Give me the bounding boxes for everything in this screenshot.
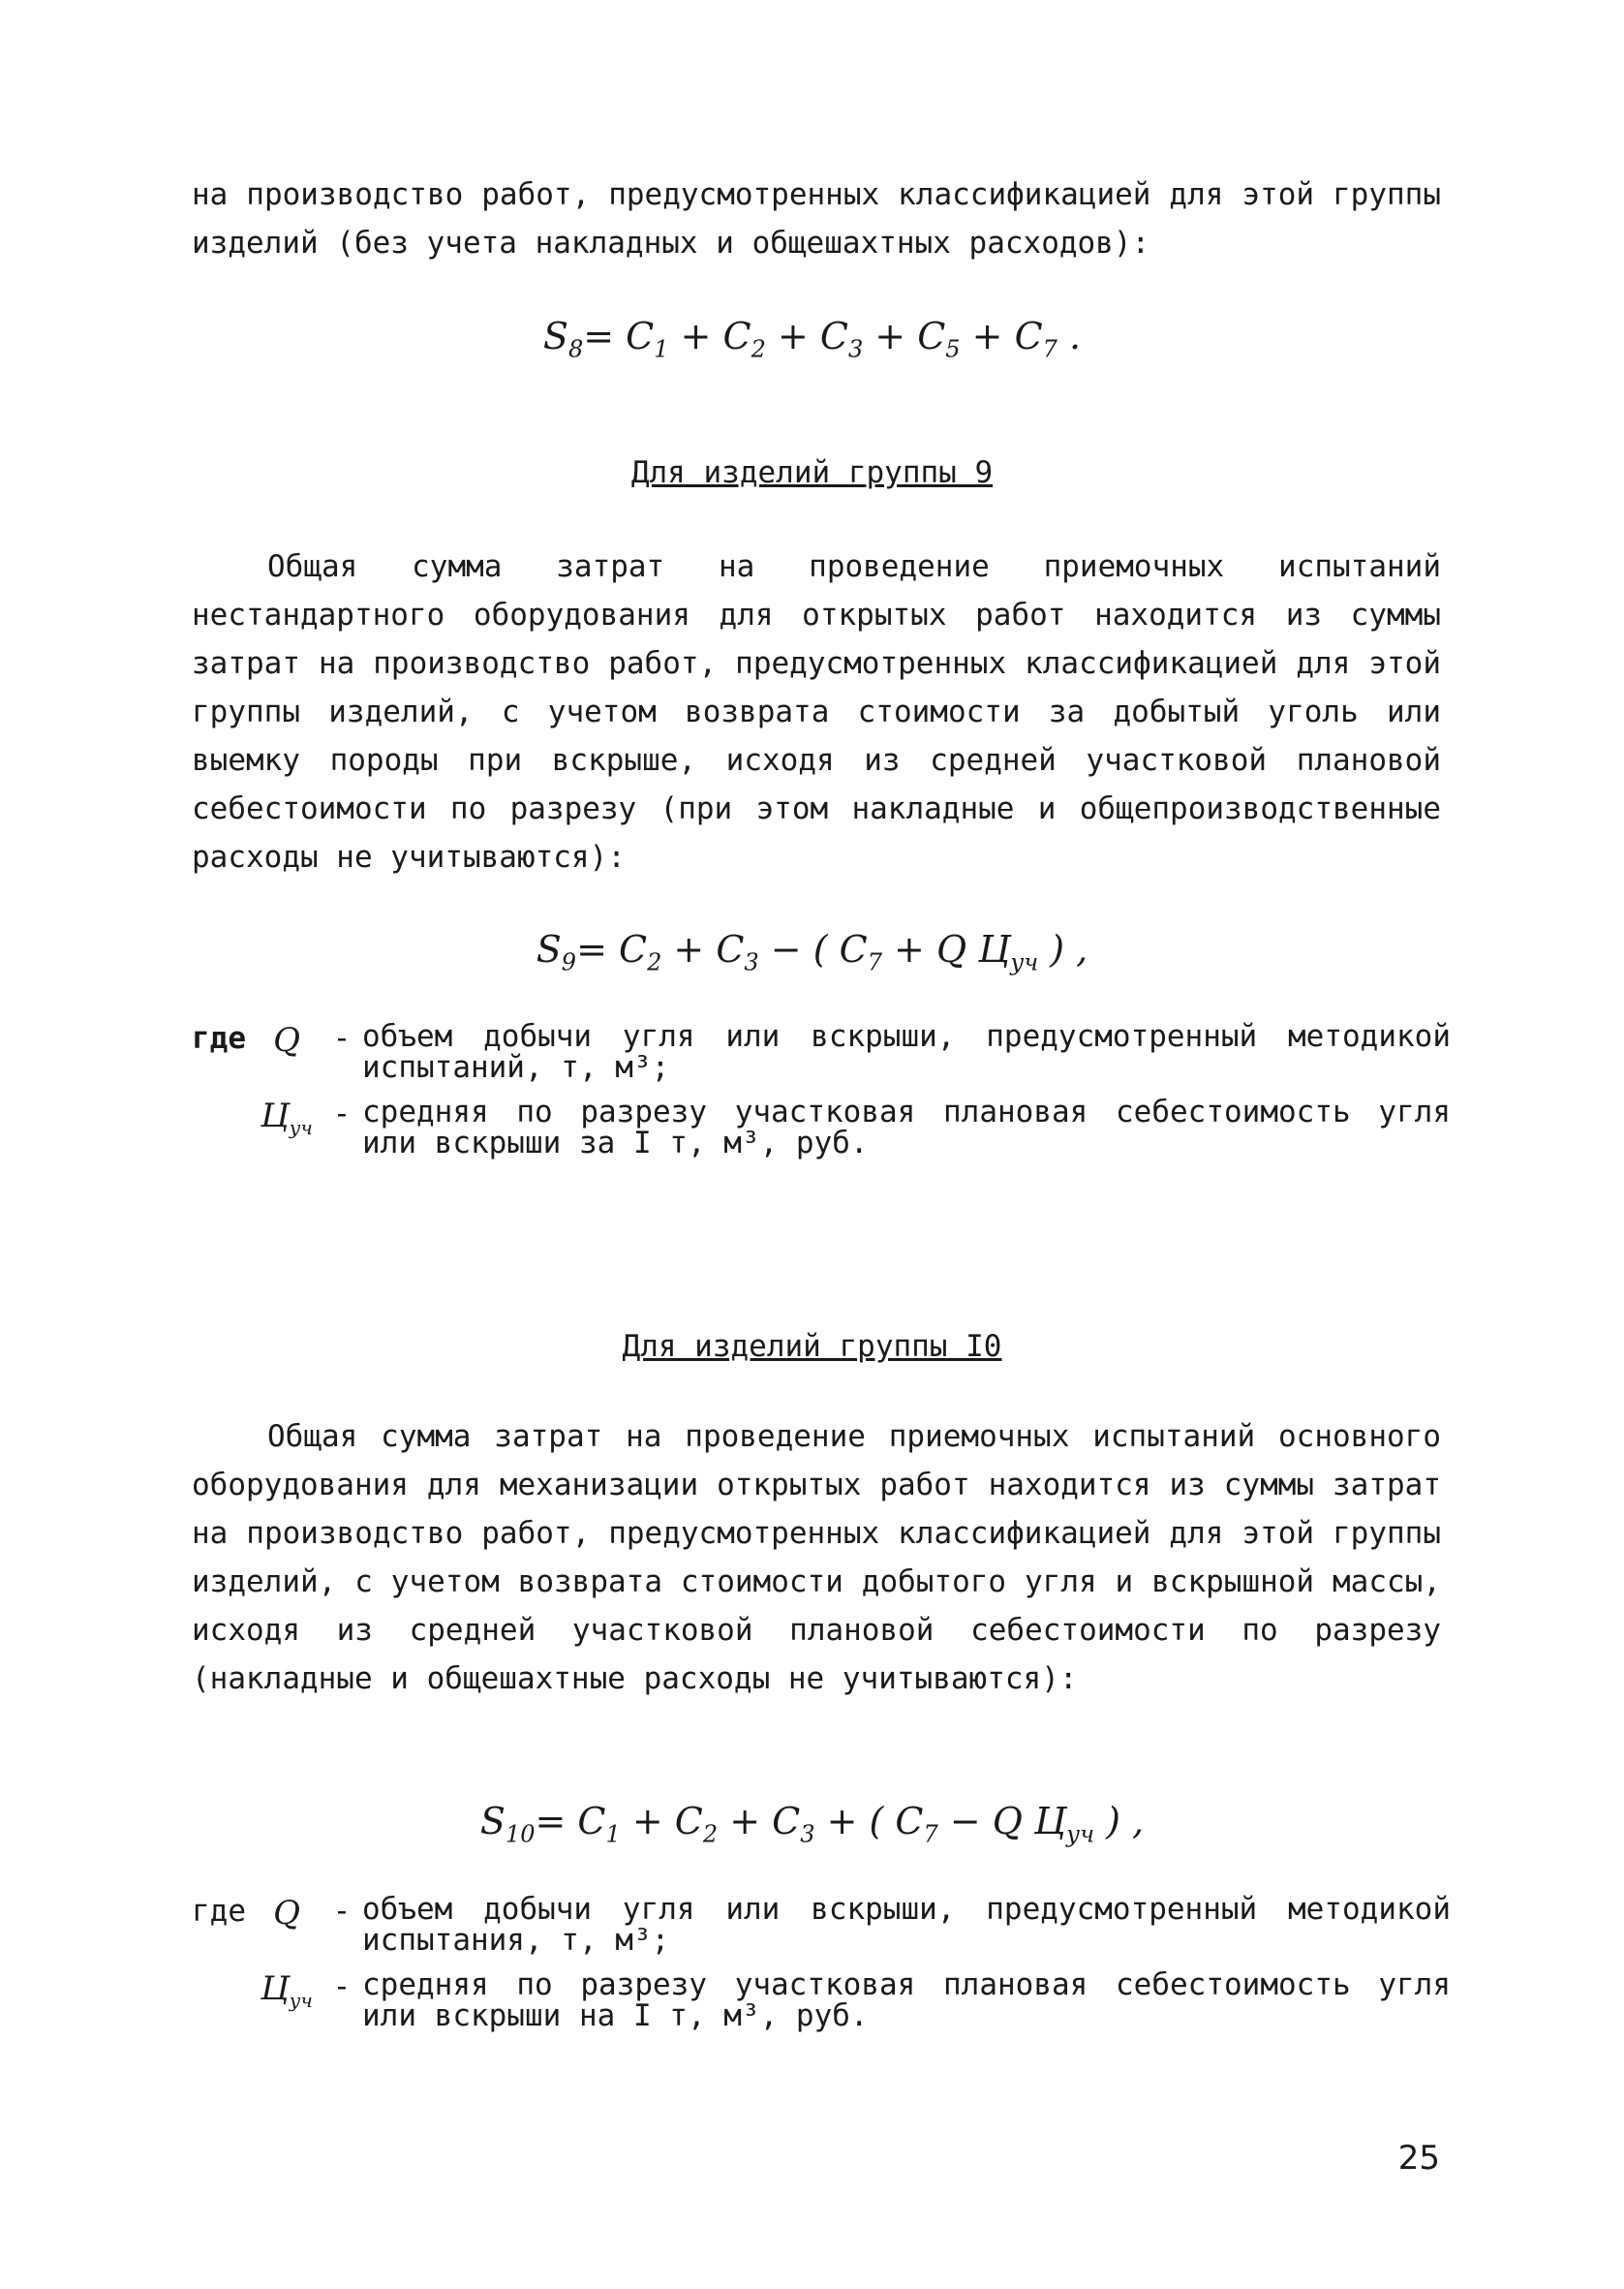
formula-s10-term: + C <box>620 1800 703 1842</box>
definition-row <box>192 1894 1451 1956</box>
definition-dash: - <box>332 1021 352 1056</box>
definition-dash: - <box>332 1894 352 1929</box>
formula-s8-sub: 7 <box>1042 335 1057 363</box>
formula-s10-sub: уч <box>1066 1820 1095 1848</box>
formula-s9-term: + C <box>661 928 745 971</box>
formula-s8-term: + C <box>960 315 1043 357</box>
formula-s9-sub: 2 <box>647 948 662 976</box>
where-label: где <box>192 1894 246 1929</box>
formula-s9-lhs: S <box>536 928 562 971</box>
definition-text: объем добычи угля или вскрыши, предусмотренный методикой испытаний, т, м³; <box>362 1019 1451 1085</box>
formula-s8-term: + C <box>668 315 751 357</box>
definition-symbol <box>252 1097 322 1139</box>
definition-row <box>192 1021 1451 1083</box>
formula-s9-sub: 7 <box>867 948 882 976</box>
definition-row <box>192 1969 1451 2031</box>
formula-s8-sub: 1 <box>654 335 669 363</box>
formula-s8-sub: 5 <box>945 335 961 363</box>
formula-s9-term: ) , <box>1038 928 1088 971</box>
formula-s10-sub: 2 <box>702 1820 719 1848</box>
formula-s9 <box>0 925 1624 987</box>
formula-s9-term: = C <box>576 928 648 971</box>
formula-s8-sub: 3 <box>847 335 864 363</box>
definition-text: средняя по разрезу участковая плановая себестоимость угля или вскрыши на I т, м³, руб. <box>362 1967 1451 2033</box>
group9-paragraph: Общая сумма затрат на проведение приемочных испытаний нестандартного оборудования для открытых работ находится из суммы затрат на производство работ, предусмотренных классификацией для этой группы изделий, с учетом возврата стоимости за добытый уголь или выемку породы при вскрыше, исходя из средней участковой плановой себестоимости по разрезу (при этом накладные и общепроизводственные расходы не учитываются): <box>192 549 1441 875</box>
formula-s10-lhs-sub: 10 <box>505 1820 536 1848</box>
formula-s10-sub: 3 <box>800 1820 815 1848</box>
symbol-sub: уч <box>289 1988 313 2012</box>
definition-symbol <box>252 1969 322 2012</box>
group10-definitions <box>192 1894 1451 2045</box>
definition-symbol <box>252 1021 322 1064</box>
page-number: 25 <box>1397 2139 1440 2178</box>
formula-s10 <box>0 1797 1624 1859</box>
formula-s10-term: ) , <box>1094 1800 1145 1842</box>
group10-heading: Для изделий группы I0 <box>622 1329 1002 1364</box>
symbol-text: Ц <box>260 1097 290 1135</box>
formula-s8-lhs: S <box>542 315 568 357</box>
formula-s8-term: + C <box>863 315 946 357</box>
formula-s8-term: . <box>1057 315 1082 357</box>
symbol-text: Ц <box>260 1969 290 2008</box>
group9-definitions <box>192 1021 1451 1172</box>
formula-s10-term: − Q Ц <box>937 1800 1067 1842</box>
definition-text: средняя по разрезу участковая плановая себестоимость угля или вскрыши за I т, м³, руб. <box>362 1095 1451 1160</box>
definition-symbol <box>252 1894 322 1936</box>
symbol-text: Q <box>273 1894 300 1933</box>
symbol-sub: уч <box>289 1115 313 1139</box>
definition-text: объем добычи угля или вскрыши, предусмотренный методикой испытания, т, м³; <box>362 1892 1451 1958</box>
definition-row <box>192 1097 1451 1159</box>
formula-s9-sub: уч <box>1010 948 1039 976</box>
formula-s9-term: − ( C <box>758 928 868 971</box>
formula-s10-sub: 7 <box>923 1820 938 1848</box>
intro-paragraph: на производство работ, предусмотренных классификацией для этой группы изделий (без учета накладных и общешахтных расходов): <box>192 177 1441 261</box>
formula-s10-lhs: S <box>479 1800 506 1842</box>
definition-dash: - <box>332 1097 352 1131</box>
formula-s10-sub: 1 <box>605 1820 621 1848</box>
formula-s9-lhs-sub: 9 <box>561 948 577 976</box>
formula-s8-term: = C <box>583 315 655 357</box>
formula-s8-lhs-sub: 8 <box>567 335 584 363</box>
symbol-text: Q <box>273 1021 300 1060</box>
group9-heading: Для изделий группы 9 <box>630 455 994 490</box>
definition-dash: - <box>332 1969 352 2004</box>
formula-s8-term: + C <box>765 315 848 357</box>
formula-s10-term: = C <box>535 1800 606 1842</box>
formula-s8 <box>0 312 1624 374</box>
formula-s10-term: + ( C <box>814 1800 924 1842</box>
formula-s9-sub: 3 <box>744 948 759 976</box>
where-label: где <box>192 1021 246 1056</box>
group10-paragraph: Общая сумма затрат на проведение приемочных испытаний основного оборудования для механизации открытых работ находится из суммы затрат на производство работ, предусмотренных классификацией для этой группы изделий, с учетом возврата стоимости добытого угля и вскрышной массы, исходя из средней участковой плановой себестоимости по разрезу (накладные и общешахтные расходы не учитываются): <box>192 1419 1441 1696</box>
formula-s10-term: + C <box>718 1800 801 1842</box>
formula-s9-term: + Q Ц <box>881 928 1011 971</box>
formula-s8-sub: 2 <box>751 335 766 363</box>
